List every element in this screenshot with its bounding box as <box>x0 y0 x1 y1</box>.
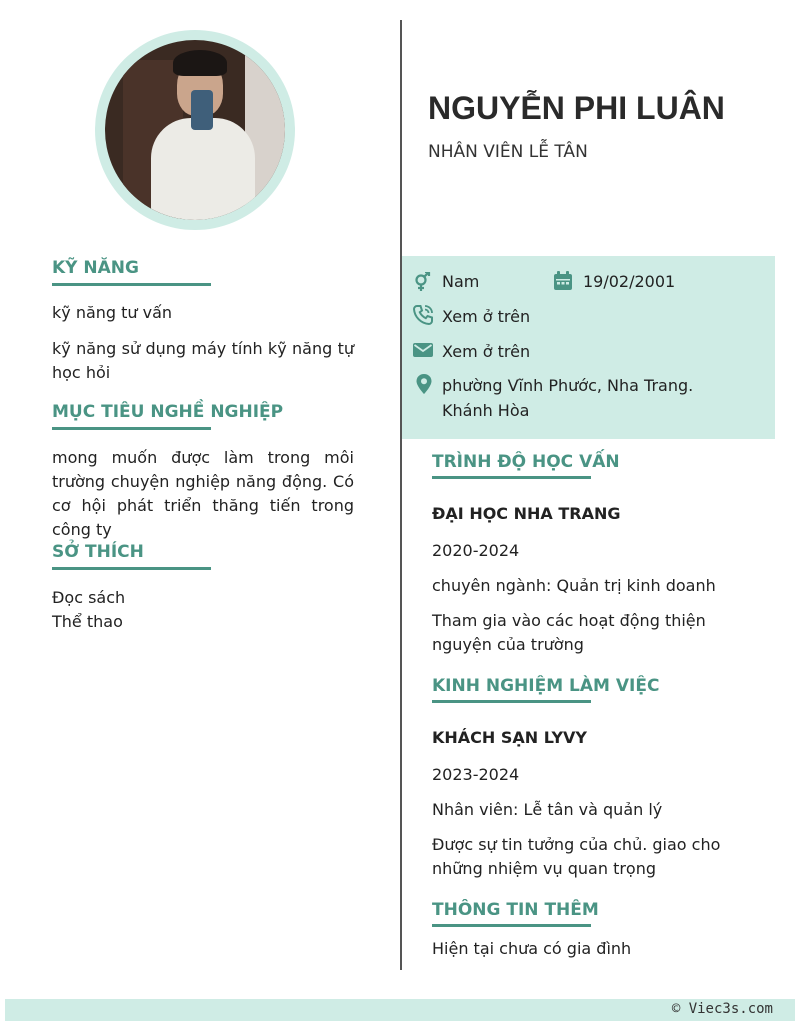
education-activity: Tham gia vào các hoạt động thiện nguyện của trường <box>432 611 706 654</box>
education-underline <box>432 476 591 479</box>
job-title: NHÂN VIÊN LỄ TÂN <box>428 142 588 162</box>
education-title: TRÌNH ĐỘ HỌC VẤN <box>432 452 620 472</box>
experience-description: Được sự tin tưởng của chủ. giao cho những nhiệm vụ quan trọng <box>432 835 721 878</box>
objective-underline <box>52 427 211 430</box>
hobby-item: Đọc sách <box>52 588 126 607</box>
location-icon <box>414 374 434 394</box>
phone-icon <box>413 305 433 325</box>
email-icon <box>413 340 433 360</box>
experience-role: Nhân viên: Lễ tân và quản lý <box>432 800 663 819</box>
skill-item: kỹ năng sử dụng máy tính kỹ năng tự học hỏi <box>52 339 354 382</box>
hobbies-title: SỞ THÍCH <box>52 542 144 562</box>
footer-copyright: © Viec3s.com <box>671 1001 773 1017</box>
hobbies-underline <box>52 567 211 570</box>
birthdate-value: 19/02/2001 <box>583 272 676 291</box>
column-divider <box>400 20 402 970</box>
footer-bar <box>5 999 795 1021</box>
education-period: 2020-2024 <box>432 541 520 560</box>
skills-title: KỸ NĂNG <box>52 258 139 278</box>
gender-value: Nam <box>442 272 480 291</box>
experience-company: KHÁCH SẠN LYVY <box>432 728 587 747</box>
experience-period: 2023-2024 <box>432 765 520 784</box>
address-line-1: phường Vĩnh Phước, Nha Trang. <box>442 376 694 395</box>
experience-title: KINH NGHIỆM LÀM VIỆC <box>432 676 660 696</box>
phone-value: Xem ở trên <box>442 307 531 326</box>
experience-underline <box>432 700 591 703</box>
candidate-name: NGUYỄN PHI LUÂN <box>428 90 725 126</box>
additional-text: Hiện tại chưa có gia đình <box>432 939 632 958</box>
avatar <box>105 40 285 220</box>
hobby-item: Thể thao <box>52 612 123 631</box>
avatar-frame <box>95 30 295 230</box>
email-value: Xem ở trên <box>442 342 531 361</box>
skill-item: kỹ năng tư vấn <box>52 303 173 322</box>
education-school: ĐẠI HỌC NHA TRANG <box>432 504 621 523</box>
objective-text: mong muốn được làm trong môi trường chuyện nghiệp năng động. Có cơ hội phát triển thăng tiến trong công ty <box>52 448 354 539</box>
address-line-2: Khánh Hòa <box>442 401 530 420</box>
skills-underline <box>52 283 211 286</box>
objective-title: MỤC TIÊU NGHỀ NGHIỆP <box>52 402 284 422</box>
additional-title: THÔNG TIN THÊM <box>432 900 599 920</box>
additional-underline <box>432 924 591 927</box>
gender-icon <box>413 272 433 292</box>
contact-panel <box>402 256 775 439</box>
calendar-icon <box>553 271 573 291</box>
education-major: chuyên ngành: Quản trị kinh doanh <box>432 576 716 595</box>
